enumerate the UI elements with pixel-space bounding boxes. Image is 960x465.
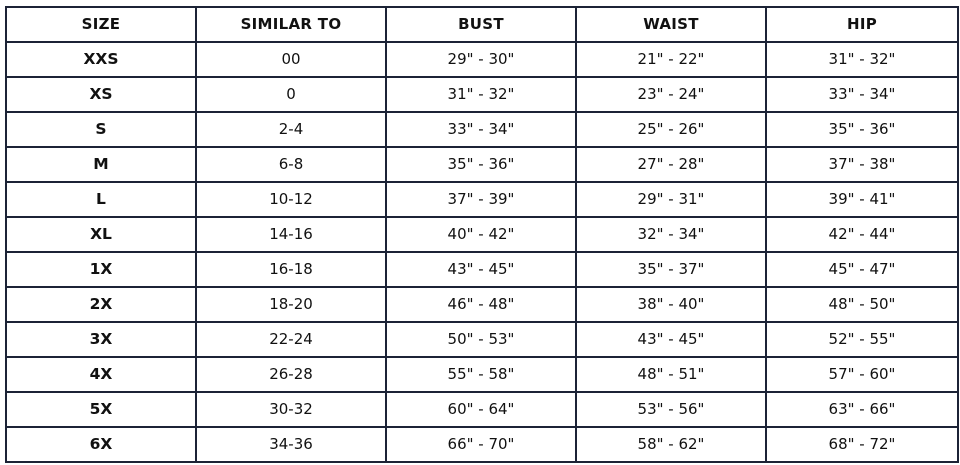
table-row [6, 252, 958, 287]
size-cell: 1X [6, 252, 196, 287]
hip-cell: 48" - 50" [766, 287, 958, 322]
table-row [6, 287, 958, 322]
similar-to-cell: 10-12 [196, 182, 386, 217]
table-row [6, 217, 958, 252]
waist-cell: 48" - 51" [576, 357, 766, 392]
waist-cell: 23" - 24" [576, 77, 766, 112]
similar-to-cell: 26-28 [196, 357, 386, 392]
size-cell: 6X [6, 427, 196, 462]
table-row [6, 112, 958, 147]
similar-to-cell: 22-24 [196, 322, 386, 357]
header-row [6, 7, 958, 42]
similar-to-cell: 34-36 [196, 427, 386, 462]
table-row [6, 392, 958, 427]
waist-cell: 25" - 26" [576, 112, 766, 147]
hip-cell: 57" - 60" [766, 357, 958, 392]
similar-to-cell: 18-20 [196, 287, 386, 322]
table-row [6, 357, 958, 392]
bust-cell: 50" - 53" [386, 322, 576, 357]
size-cell: XS [6, 77, 196, 112]
waist-cell: 58" - 62" [576, 427, 766, 462]
size-cell: L [6, 182, 196, 217]
similar-to-cell: 6-8 [196, 147, 386, 182]
size-cell: 3X [6, 322, 196, 357]
waist-cell: 32" - 34" [576, 217, 766, 252]
hip-cell: 33" - 34" [766, 77, 958, 112]
table-row [6, 427, 958, 462]
table-row [6, 182, 958, 217]
bust-cell: 35" - 36" [386, 147, 576, 182]
bust-cell: 60" - 64" [386, 392, 576, 427]
bust-cell: 46" - 48" [386, 287, 576, 322]
waist-cell: 35" - 37" [576, 252, 766, 287]
similar-to-cell: 2-4 [196, 112, 386, 147]
similar-to-cell: 14-16 [196, 217, 386, 252]
hip-cell: 63" - 66" [766, 392, 958, 427]
table-row [6, 77, 958, 112]
size-cell: S [6, 112, 196, 147]
header-size: SIZE [6, 7, 196, 42]
waist-cell: 43" - 45" [576, 322, 766, 357]
hip-cell: 35" - 36" [766, 112, 958, 147]
size-chart-table [5, 6, 959, 463]
size-cell: XL [6, 217, 196, 252]
size-cell: 2X [6, 287, 196, 322]
hip-cell: 37" - 38" [766, 147, 958, 182]
header-bust: BUST [386, 7, 576, 42]
waist-cell: 27" - 28" [576, 147, 766, 182]
header-hip: HIP [766, 7, 958, 42]
bust-cell: 66" - 70" [386, 427, 576, 462]
size-cell: 4X [6, 357, 196, 392]
bust-cell: 31" - 32" [386, 77, 576, 112]
bust-cell: 43" - 45" [386, 252, 576, 287]
similar-to-cell: 30-32 [196, 392, 386, 427]
hip-cell: 39" - 41" [766, 182, 958, 217]
bust-cell: 33" - 34" [386, 112, 576, 147]
bust-cell: 37" - 39" [386, 182, 576, 217]
table-row [6, 147, 958, 182]
bust-cell: 40" - 42" [386, 217, 576, 252]
hip-cell: 42" - 44" [766, 217, 958, 252]
bust-cell: 29" - 30" [386, 42, 576, 77]
hip-cell: 31" - 32" [766, 42, 958, 77]
hip-cell: 68" - 72" [766, 427, 958, 462]
waist-cell: 53" - 56" [576, 392, 766, 427]
size-cell: XXS [6, 42, 196, 77]
header-similar-to: SIMILAR TO [196, 7, 386, 42]
hip-cell: 52" - 55" [766, 322, 958, 357]
table-row [6, 322, 958, 357]
similar-to-cell: 00 [196, 42, 386, 77]
size-cell: 5X [6, 392, 196, 427]
waist-cell: 21" - 22" [576, 42, 766, 77]
bust-cell: 55" - 58" [386, 357, 576, 392]
table-row [6, 42, 958, 77]
similar-to-cell: 16-18 [196, 252, 386, 287]
size-cell: M [6, 147, 196, 182]
similar-to-cell: 0 [196, 77, 386, 112]
header-waist: WAIST [576, 7, 766, 42]
hip-cell: 45" - 47" [766, 252, 958, 287]
waist-cell: 29" - 31" [576, 182, 766, 217]
waist-cell: 38" - 40" [576, 287, 766, 322]
